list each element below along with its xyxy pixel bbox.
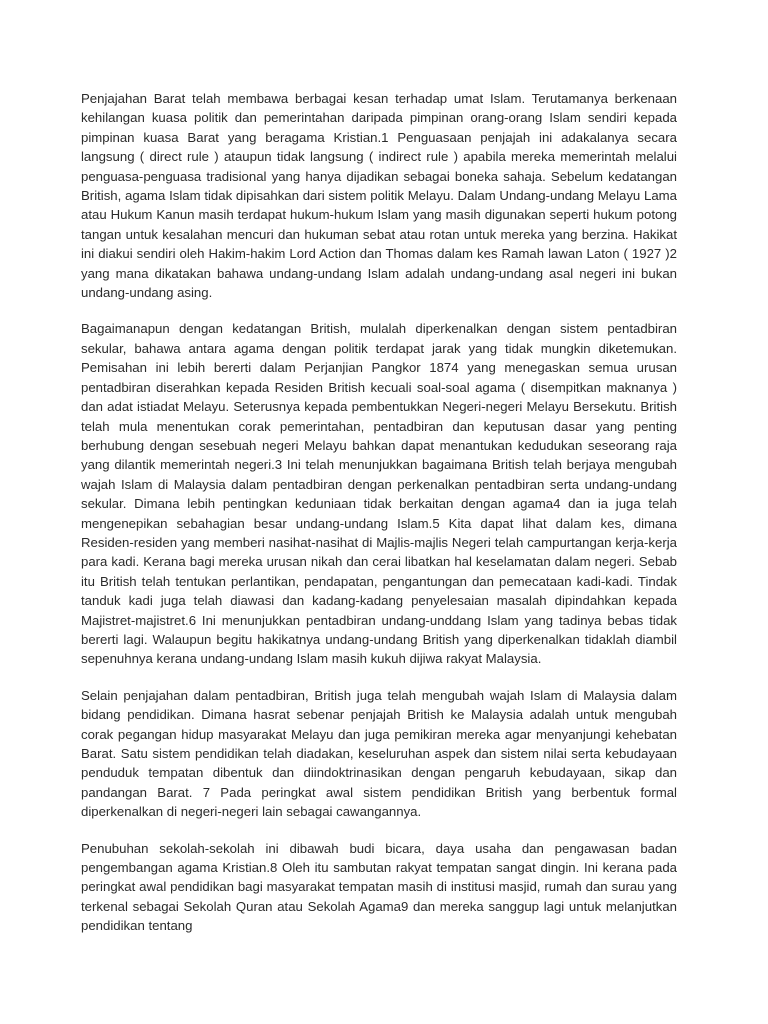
paragraph-3: Selain penjajahan dalam pentadbiran, British juga telah mengubah wajah Islam di Malaysia dalam bidang pendidikan. Dimana hasrat sebenar penjajah British ke Malaysia adalah untuk mengubah corak pegangan hidup masyarakat Melayu dan juga pemikiran mereka agar menyanjungi kehebatan Barat. Satu sistem pendidikan telah diadakan, keseluruhan aspek dan sistem nilai serta kebudayaan penduduk tempatan dibentuk dan diindoktrinasikan dengan pengaruh kebudayaan, sikap dan pandangan Barat. 7 Pada peringkat awal sistem pendidikan British yang berbentuk formal diperkenalkan di negeri-negeri lain sebagai cawangannya. xyxy=(81,687,677,820)
paragraph-1: Penjajahan Barat telah membawa berbagai kesan terhadap umat Islam. Terutamanya berkenaan kehilangan kuasa politik dan pemerintahan daripada pimpinan orang-orang Islam sendiri kepada pimpinan kuasa Barat yang beragama Kristian.1 Penguasaan penjajah ini adakalanya secara langsung ( direct rule ) ataupun tidak langsung ( indirect rule ) apabila mereka memerintah melalui penguasa-penguasa tradisional yang hanya dijadikan sebagai boneka sahaja. Sebelum kedatangan British, agama Islam tidak dipisahkan dari sistem politik Melayu. Dalam Undang-undang Melayu Lama atau Hukum Kanun masih terdapat hukum-hukum Islam yang masih digunakan seperti hukum potong tangan untuk kesalahan mencuri dan hukuman sebat atau rotan untuk mereka yang berzina. Hakikat ini diakui sendiri oleh Hakim-hakim Lord Action dan Thomas dalam kes Ramah lawan Laton ( 1927 )2 yang mana dikatakan bahawa undang-undang Islam adalah undang-undang asal negeri ini bukan undang-undang asing. xyxy=(81,91,677,301)
paragraph-4: Penubuhan sekolah-sekolah ini dibawah budi bicara, daya usaha dan pengawasan badan pengembangan agama Kristian.8 Oleh itu sambutan rakyat tempatan sangat dingin. Ini kerana pada peringkat awal pendidikan bagi masyarakat tempatan masih di institusi masjid, rumah dan surau yang terkenal sebagai Sekolah Quran atau Sekolah Agama9 dan mereka sanggup lagi untuk melanjutkan pendidikan tentang xyxy=(81,840,677,934)
document-page xyxy=(81,89,677,953)
paragraph-2: Bagaimanapun dengan kedatangan British, mulalah diperkenalkan dengan sistem pentadbiran sekular, bahawa antara agama dengan politik terdapat jarak yang tidak mungkin diketemukan. Pemisahan ini lebih bererti dalam Perjanjian Pangkor 1874 yang menegaskan semua urusan pentadbiran diserahkan kepada Residen British kecuali soal-soal agama ( disempitkan maknanya ) dan adat istiadat Melayu. Seterusnya kepada pembentukkan Negeri-negeri Melayu Bersekutu. British telah mula menentukan corak pemerintahan, pentadbiran dan keputusan dasar yang penting berhubung dengan sesebuah negeri Melayu bahkan dapat menantukan kedudukan seseorang raja yang dilantik memerintah negeri.3 Ini telah menunjukkan bagaimana British telah berjaya mengubah wajah Islam di Malaysia dalam pentadbiran dengan perkenalkan pentadbiran serta undang-undang sekular. Dimana lebih pentingkan keduniaan tidak berkaitan dengan agama4 dan ia juga telah mengenepikan sebahagian besar undang-undang Islam.5 Kita dapat lihat dalam kes, dimana Residen-residen yang memberi nasihat-nasihat di Majlis-majlis Negeri telah campurtangan kerja-kerja para kadi. Kerana bagi mereka urusan nikah dan cerai libatkan hal keselamatan dalam negeri. Sebab itu British telah tentukan perlantikan, pendapatan, pengantungan dan pemecataan kadi-kadi. Tindak tanduk kadi juga telah diawasi dan kadang-kadang penyelesaian masalah dipindahkan kepada Majistret-majistret.6 Ini menunjukkan pentadbiran undang-unddang Islam yang tadinya bebas tidak bererti lagi. Walaupun begitu hakikatnya undang-undang British yang diperkenalkan tidaklah diambil sepenuhnya kerana undang-undang Islam masih kukuh dijiwa rakyat Malaysia. xyxy=(81,321,677,667)
